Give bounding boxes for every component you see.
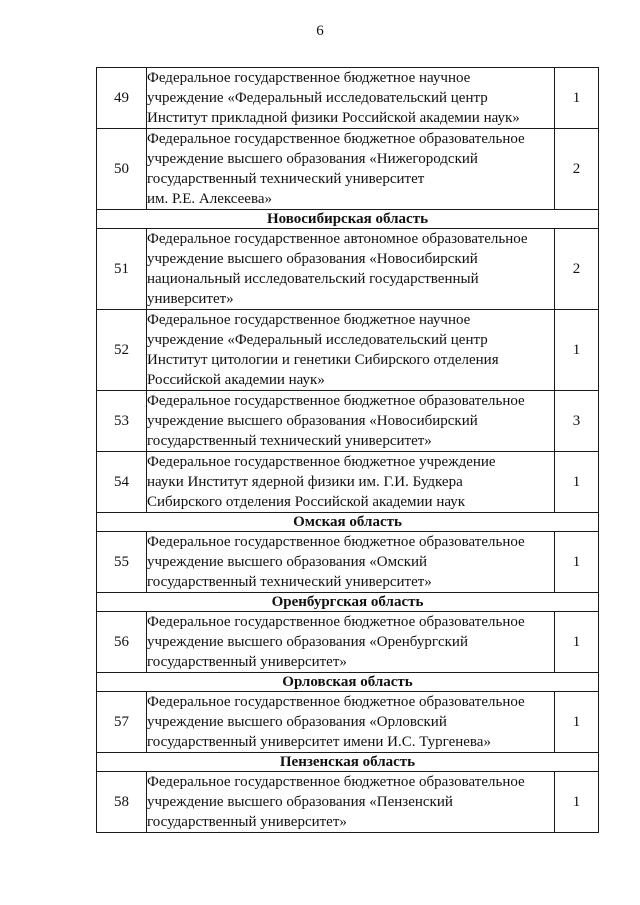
- quota-count: 3: [555, 391, 599, 452]
- row-number: 57: [97, 692, 147, 753]
- organization-name: Федеральное государственное бюджетное научное учреждение «Федеральный исследовательский центр Институт прикладной физики Российской академии наук»: [147, 68, 555, 129]
- table-row: [97, 68, 599, 129]
- region-title: Пензенская область: [97, 753, 599, 772]
- organization-name: Федеральное государственное бюджетное учреждение науки Институт ядерной физики им. Г.И. Будкера Сибирского отделения Российской академии наук: [147, 452, 555, 513]
- row-number: 53: [97, 391, 147, 452]
- table-row: [97, 229, 599, 310]
- quota-count: 2: [555, 129, 599, 210]
- organization-name: Федеральное государственное бюджетное образовательное учреждение высшего образования «Оренбургский государственный университет»: [147, 612, 555, 673]
- table-row: [97, 391, 599, 452]
- row-number: 51: [97, 229, 147, 310]
- row-number: 54: [97, 452, 147, 513]
- page-number: 6: [316, 23, 324, 39]
- region-header: [97, 753, 599, 772]
- table-row: [97, 452, 599, 513]
- table-row: [97, 772, 599, 833]
- row-number: 49: [97, 68, 147, 129]
- table-row: [97, 310, 599, 391]
- quota-count: 1: [555, 772, 599, 833]
- organization-name: Федеральное государственное бюджетное научное учреждение «Федеральный исследовательский центр Институт цитологии и генетики Сибирского отделения Российской академии наук»: [147, 310, 555, 391]
- region-title: Новосибирская область: [97, 210, 599, 229]
- quota-count: 1: [555, 68, 599, 129]
- organization-name: Федеральное государственное автономное образовательное учреждение высшего образования «Новосибирский национальный исследовательский государственный университет»: [147, 229, 555, 310]
- quota-count: 1: [555, 612, 599, 673]
- row-number: 55: [97, 532, 147, 593]
- region-header: [97, 513, 599, 532]
- row-number: 52: [97, 310, 147, 391]
- organization-name: Федеральное государственное бюджетное образовательное учреждение высшего образования «Пензенский государственный университет»: [147, 772, 555, 833]
- region-header: [97, 673, 599, 692]
- organization-name: Федеральное государственное бюджетное образовательное учреждение высшего образования «Орловский государственный университет имени И.С. Тургенева»: [147, 692, 555, 753]
- row-number: 56: [97, 612, 147, 673]
- organization-name: Федеральное государственное бюджетное образовательное учреждение высшего образования «Новосибирский государственный технический университет»: [147, 391, 555, 452]
- table-row: [97, 532, 599, 593]
- quota-count: 2: [555, 229, 599, 310]
- table-row: [97, 612, 599, 673]
- region-title: Омская область: [97, 513, 599, 532]
- organization-name: Федеральное государственное бюджетное образовательное учреждение высшего образования «Нижегородский государственный технический университет им. Р.Е. Алексеева»: [147, 129, 555, 210]
- quota-count: 1: [555, 692, 599, 753]
- quota-count: 1: [555, 532, 599, 593]
- quota-count: 1: [555, 452, 599, 513]
- quota-count: 1: [555, 310, 599, 391]
- organization-name: Федеральное государственное бюджетное образовательное учреждение высшего образования «Омский государственный технический университет»: [147, 532, 555, 593]
- organizations-table: [96, 67, 599, 833]
- row-number: 58: [97, 772, 147, 833]
- table-row: [97, 692, 599, 753]
- region-title: Оренбургская область: [97, 593, 599, 612]
- table-row: [97, 129, 599, 210]
- region-header: [97, 593, 599, 612]
- region-title: Орловская область: [97, 673, 599, 692]
- region-header: [97, 210, 599, 229]
- row-number: 50: [97, 129, 147, 210]
